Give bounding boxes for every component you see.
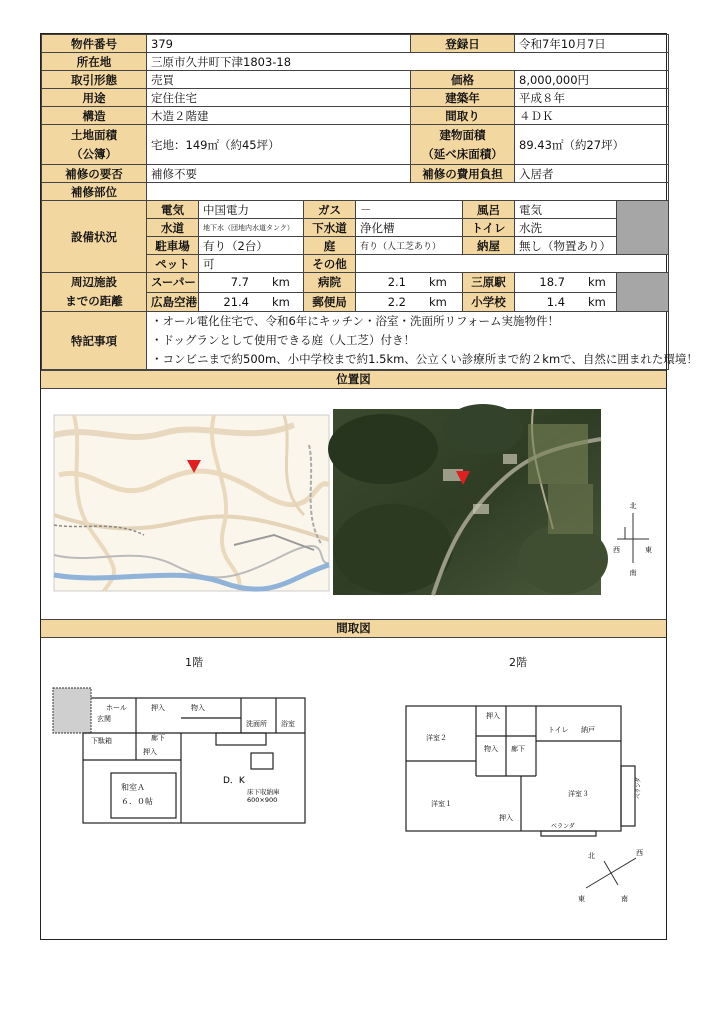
notes-label: 特記事項 (42, 312, 147, 370)
f1-room-jo: ６．０帖 (121, 797, 153, 806)
sewer: 浄化槽 (356, 219, 463, 237)
deal-type: 売買 (147, 71, 411, 89)
airport-label: 広島空港 (147, 292, 199, 312)
distances-label-1: 周辺施設 (71, 275, 117, 289)
layout-label: 間取り (411, 107, 515, 125)
floor2-label: 2階 (509, 656, 527, 669)
f1-room-hall: ホール (106, 704, 127, 712)
f1-room-dk: D．K (223, 776, 245, 786)
storage: 無し（物置あり） (515, 237, 617, 255)
elec: 中国電力 (199, 201, 304, 219)
station-dist (515, 273, 617, 293)
km-unit: km (588, 275, 606, 290)
compass-icon (611, 497, 655, 577)
use-label: 用途 (42, 89, 147, 107)
compass-east: 東 (645, 546, 652, 554)
road-map (54, 415, 329, 591)
sewer-label: 下水道 (304, 219, 356, 237)
note-line-1: ・オール電化住宅で、令和6年にキッチン・浴室・洗面所リフォーム実施物件！ (151, 314, 559, 328)
super-value: 7.7 (230, 275, 249, 290)
f1-room-monoire: 物入 (191, 704, 205, 712)
storage-label: 納屋 (463, 237, 515, 255)
toilet-label: トイレ (463, 219, 515, 237)
f2-room-toilet: トイレ (548, 726, 569, 734)
pet: 可 (199, 255, 304, 273)
post-dist (356, 292, 463, 312)
floor2-plan (396, 696, 641, 836)
distances-label-2: までの距離 (65, 294, 123, 308)
compass-west: 西 (613, 546, 620, 554)
compass2-east: 東 (578, 895, 585, 903)
f1-room-getabako: 下駄箱 (91, 737, 112, 745)
gray-cell (617, 273, 669, 312)
super-dist (199, 273, 304, 293)
repair-need-label: 補修の要否 (42, 165, 147, 183)
use: 定住住宅 (147, 89, 411, 107)
reg-date: 令和7年10月7日 (515, 35, 669, 53)
school-dist (515, 292, 617, 312)
f2-room-veranda-side: ベランダ (636, 777, 642, 799)
post-label: 郵便局 (304, 292, 356, 312)
f1-room-senmen: 洗面所 (246, 720, 267, 728)
km-unit: km (272, 275, 290, 290)
gray-cell (617, 201, 669, 255)
repair-part-label: 補修部位 (42, 183, 147, 201)
note-line-3: ・コンビニまで約500m、小中学校まで約1.5km、公立くい診療所まで約２kmで、自然に囲まれた環境！ (151, 352, 698, 366)
gas: － (356, 201, 463, 219)
school-value: 1.4 (546, 294, 566, 309)
water-label: 水道 (147, 219, 199, 237)
bldg-label-1: 建物面積 (439, 127, 486, 142)
compass-south: 南 (629, 569, 637, 577)
floor1-label: 1階 (185, 656, 203, 669)
reg-label: 登録日 (411, 35, 515, 53)
compass2-west: 西 (636, 849, 643, 857)
f1-room-oshiire2: 押入 (143, 748, 157, 756)
f2-room-nando: 納戸 (581, 726, 595, 734)
floor-section-title: 間取図 (41, 619, 666, 638)
f2-room-yoshitsu3: 洋室３ (568, 790, 589, 798)
bldg-label-2: （延べ床面積） (422, 146, 503, 161)
map-section-title: 位置図 (41, 370, 666, 389)
f1-room-bath: 浴室 (281, 720, 295, 728)
compass2-south: 南 (621, 895, 628, 903)
struct-label: 構造 (42, 107, 147, 125)
f2-room-veranda: ベランダ (551, 823, 575, 830)
airport-value: 21.4 (223, 294, 249, 309)
info-table (41, 34, 698, 370)
bath: 電気 (515, 201, 617, 219)
water: 地下水（団地内水道タンク） (199, 219, 304, 237)
f2-room-oshiire: 押入 (486, 712, 500, 720)
map-area (41, 389, 666, 619)
f2-room-monoire: 物入 (484, 745, 498, 753)
built-label: 建築年 (411, 89, 515, 107)
repair-cost: 入居者 (515, 165, 669, 183)
parking-label: 駐車場 (147, 237, 199, 255)
repair-need: 補修不要 (147, 165, 411, 183)
land-label (42, 125, 147, 165)
station-value: 18.7 (539, 275, 566, 290)
bldg-label (411, 125, 515, 165)
elec-label: 電気 (147, 201, 199, 219)
f1-room-genkan: 玄関 (97, 715, 111, 723)
other-label: その他 (304, 255, 356, 273)
facilities-label: 設備状況 (42, 201, 147, 273)
land-area: 宅地：149㎡（約45坪） (147, 125, 411, 165)
property-sheet (40, 33, 698, 940)
garden-label: 庭 (304, 237, 356, 255)
price: 8,000,000円 (515, 71, 669, 89)
hospital-dist (356, 273, 463, 293)
aerial-photo (333, 409, 601, 595)
land-label-2: （公簿） (71, 146, 117, 161)
repair-part (147, 183, 669, 201)
structure: 木造２階建 (147, 107, 411, 125)
id-label: 物件番号 (42, 35, 147, 53)
f2-room-rouka: 廊下 (511, 745, 525, 753)
pet-label: ペット (147, 255, 199, 273)
km-unit: km (588, 294, 606, 309)
garden: 有り（人工芝あり） (356, 237, 463, 255)
station-label: 三原駅 (463, 273, 515, 293)
f1-room-washitsu: 和室Ａ (121, 783, 145, 792)
floor-plan-area (41, 638, 666, 908)
f2-room-yoshitsu1: 洋室１ (431, 800, 452, 808)
f2-room-yoshitsu2: 洋室２ (426, 734, 447, 742)
school-label: 小学校 (463, 292, 515, 312)
parking: 有り（2台） (199, 237, 304, 255)
toilet: 水洗 (515, 219, 617, 237)
floor1-plan (51, 688, 313, 833)
post-value: 2.2 (387, 294, 406, 309)
built-year: 平成８年 (515, 89, 669, 107)
f1-room-yukashita: 床下収納庫 (247, 788, 280, 796)
loc-label: 所在地 (42, 53, 147, 71)
km-unit: km (272, 294, 290, 309)
km-unit: km (429, 294, 447, 309)
layout: ４ＤＫ (515, 107, 669, 125)
km-unit: km (429, 275, 447, 290)
price-label: 価格 (411, 71, 515, 89)
super-label: スーパー (147, 273, 199, 293)
land-label-1: 土地面積 (71, 127, 117, 142)
compass-icon (576, 843, 646, 903)
bldg-area: 89.43㎡（約27坪） (515, 125, 669, 165)
airport-dist (199, 292, 304, 312)
deal-label: 取引形態 (42, 71, 147, 89)
f1-room-size: 600×900 (247, 796, 278, 804)
compass2-north: 北 (588, 852, 595, 860)
note-line-2: ・ドッグランとして使用できる庭（人工芝）付き！ (151, 333, 416, 347)
hospital-value: 2.1 (387, 275, 406, 290)
f2-room-oshiire2: 押入 (499, 814, 513, 822)
bath-label: 風呂 (463, 201, 515, 219)
other (356, 255, 669, 273)
compass-north: 北 (629, 502, 637, 510)
location: 三原市久井町下津1803-18 (147, 53, 669, 71)
property-id: 379 (147, 35, 411, 53)
hospital-label: 病院 (304, 273, 356, 293)
distances-label (42, 273, 147, 312)
f1-room-oshiire: 押入 (151, 704, 165, 712)
f1-room-rouka: 廊下 (151, 734, 165, 742)
repair-cost-label: 補修の費用負担 (411, 165, 515, 183)
gas-label: ガス (304, 201, 356, 219)
notes (147, 312, 698, 370)
